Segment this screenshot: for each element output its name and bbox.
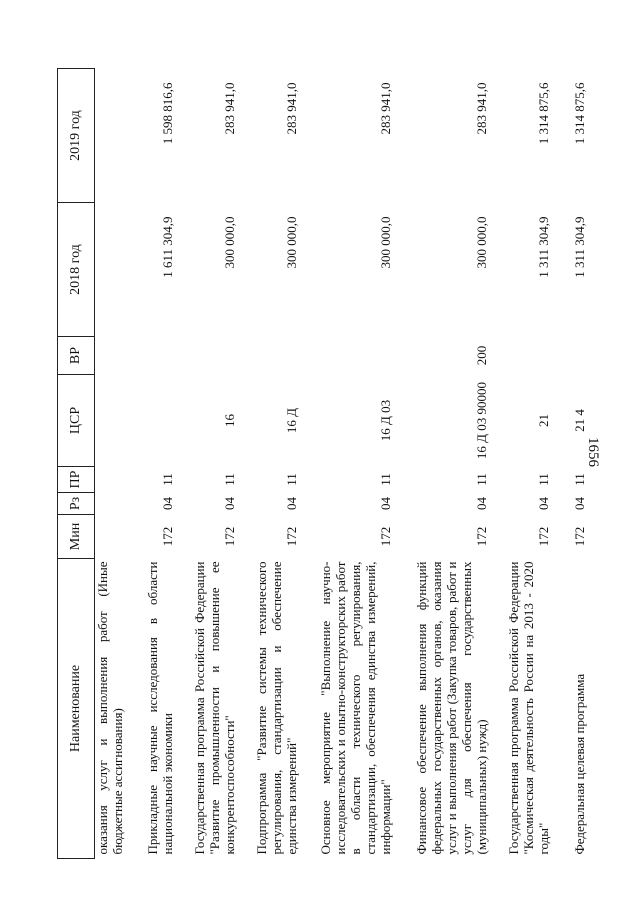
row-rz: 04: [159, 497, 175, 510]
row-2018: 1 311 304,9: [571, 216, 587, 278]
row-2018: 300 000,0: [221, 216, 237, 269]
row-csr: [95, 375, 131, 467]
row-pr: 11: [571, 473, 587, 486]
page-number: 1656: [585, 437, 601, 467]
table-row: [131, 69, 177, 859]
row-pr: 11: [535, 473, 551, 486]
row-rz: 04: [377, 497, 393, 510]
row-csr: [131, 375, 177, 467]
row-name: Подпрограмма "Развитие системы технического регулирования, стандартизации и обеспечение единства измерений": [253, 561, 299, 855]
header-min: Мин: [58, 515, 95, 559]
row-2018: 1 311 304,9: [535, 216, 551, 278]
row-csr: 21 4: [571, 409, 587, 432]
row-csr: 16 Д 03 90000: [473, 381, 489, 460]
row-vr: 200: [473, 345, 489, 366]
row-vr: [131, 337, 177, 375]
row-csr: 16 Д 03: [377, 399, 393, 442]
header-rz: Рз: [58, 493, 95, 515]
row-min: 172: [159, 526, 175, 547]
table-header-row: [58, 69, 95, 859]
row-vr: [301, 337, 395, 375]
row-rz: [95, 493, 131, 515]
table-row: [553, 69, 589, 859]
header-csr: ЦСР: [58, 375, 95, 467]
table-row: [177, 69, 239, 859]
row-2019: 283 941,0: [283, 82, 299, 135]
header-vr: ВР: [58, 337, 95, 375]
row-min: 172: [535, 526, 551, 547]
row-pr: 11: [221, 473, 237, 486]
row-2018: [95, 203, 131, 337]
header-pr: ПР: [58, 467, 95, 493]
row-2019: [95, 69, 131, 203]
row-rz: 04: [473, 497, 489, 510]
row-2018: 1 611 304,9: [159, 216, 175, 278]
row-pr: 11: [159, 473, 175, 486]
row-min: [95, 515, 131, 559]
row-min: 172: [221, 526, 237, 547]
row-vr: [553, 337, 589, 375]
row-min: 172: [377, 526, 393, 547]
row-name: оказания услуг и выполнения работ (Иные бюджетные ассигнования): [95, 561, 125, 855]
row-min: 172: [571, 526, 587, 547]
row-min: 172: [283, 526, 299, 547]
table-row: [395, 69, 491, 859]
header-name: Наименование: [58, 559, 95, 859]
row-csr: 21: [535, 414, 551, 427]
row-2019: 1 314 875,6: [571, 82, 587, 145]
row-name: Финансовое обеспечение выполнения функций федеральных государственных органов, оказания услуг и выполнения работ (Закупка товаров, работ и услуг для обеспечения государственных (муниципальных) нужд): [413, 561, 489, 855]
table-row: [491, 69, 553, 859]
rotated-table-container: [57, 69, 597, 859]
table-row: [95, 69, 131, 859]
row-2019: 1 598 816,6: [159, 82, 175, 145]
table-row: [239, 69, 301, 859]
row-2018: 300 000,0: [377, 216, 393, 269]
row-vr: [239, 337, 301, 375]
row-name: Прикладные научные исследования в области национальной экономики: [144, 561, 175, 855]
row-pr: 11: [377, 473, 393, 486]
row-name: Федеральная целевая программа: [571, 673, 587, 855]
row-rz: 04: [535, 497, 551, 510]
row-pr: [95, 467, 131, 493]
budget-table: [57, 68, 589, 859]
row-rz: 04: [283, 497, 299, 510]
row-2018: 300 000,0: [283, 216, 299, 269]
row-vr: [177, 337, 239, 375]
row-name: Государственная программа Российской Федерации "Развитие промышленности и повышение ее конкурентоспособности": [191, 561, 237, 855]
row-csr: 16: [221, 414, 237, 427]
row-2019: 1 314 875,6: [535, 82, 551, 145]
table-row: [301, 69, 395, 859]
row-vr: [95, 337, 131, 375]
header-2018: 2018 год: [58, 203, 95, 337]
header-2019: 2019 год: [58, 69, 95, 203]
row-min: 172: [473, 526, 489, 547]
row-pr: 11: [473, 473, 489, 486]
row-2019: 283 941,0: [377, 82, 393, 135]
row-pr: 11: [283, 473, 299, 486]
row-name: Основное мероприятие "Выполнение научно-исследовательских и опытно-конструкторских работ в области технического регулирования, стандартизации, обеспечения единства измерений, информации": [317, 561, 393, 855]
row-rz: 04: [221, 497, 237, 510]
row-rz: 04: [571, 497, 587, 510]
row-vr: [491, 337, 553, 375]
row-name: Государственная программа Российской Федерации "Космическая деятельность России на 2013 - 2020 годы": [505, 561, 551, 855]
row-2019: 283 941,0: [473, 82, 489, 135]
row-2019: 283 941,0: [221, 82, 237, 135]
row-csr: 16 Д: [283, 407, 299, 434]
row-2018: 300 000,0: [473, 216, 489, 269]
